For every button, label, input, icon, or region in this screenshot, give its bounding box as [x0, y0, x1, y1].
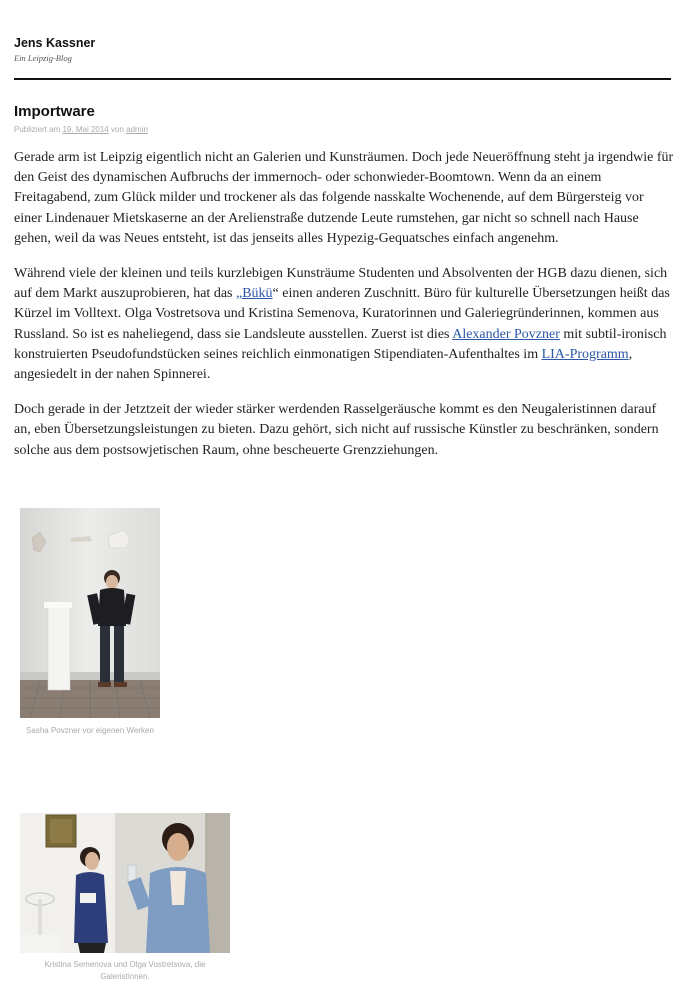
- p2-text-1: Während viele der kleinen und teils kurzlebigen Kunsträume Studenten und Absolventen der HGB dazu dienen, sich auf dem Markt auszuprobieren, hat das: [14, 266, 668, 302]
- post-content: [14, 148, 674, 476]
- post-date-link[interactable]: 19. Mai 2014: [62, 125, 109, 134]
- site-description: Ein Leipzig-Blog: [14, 53, 72, 63]
- paragraph-3: Doch gerade in der Jetztzeit der wieder stärker werdenden Rasselgeräusche kommt es den Neugaleristinnen darauf an, eben Übersetzungsleistungen zu bieten. Dazu gehört, sich nicht auf russische Künstler zu beschränken, sondern solche aus dem postsowjetischen Raum, ohne bescheuerte Grenzziehungen.: [14, 402, 659, 458]
- header-divider: [14, 78, 671, 80]
- post-meta: [14, 125, 148, 134]
- photo-2-caption: Kristina Semenova und Olga Vostretsova, die Galeristinnen.: [44, 960, 206, 981]
- paragraph-2: [14, 264, 674, 385]
- photo-galeristinnen[interactable]: [20, 813, 230, 953]
- lia-programm-link[interactable]: LIA-Programm: [541, 346, 629, 362]
- meta-by: von: [110, 125, 124, 134]
- p2-text-3: mit subtil-ironisch konstruierten Pseudofundstücken seines reichlich einmonatigen Stipendiaten-Aufenthaltes im: [14, 326, 667, 362]
- photo-1-image: [20, 508, 160, 718]
- p2-text-2: “ einen anderen Zuschnitt. Büro für kulturelle Übersetzungen heißt das Kürzel im Volltext. Olga Vostretsova und Kristina Semenova, Kuratorinnen und Galeriegründerinnen, kommen aus Russland. So ist es naheliegend, dass sie Landsleute ausstellen. Zuerst ist dies: [14, 286, 670, 342]
- bueku-link[interactable]: „Bükü: [235, 286, 273, 302]
- photo-2-image: [20, 813, 230, 953]
- author-link[interactable]: admin: [126, 125, 148, 134]
- alexander-povzner-link[interactable]: Alexander Povzner: [452, 326, 560, 342]
- post-title[interactable]: Importware: [14, 103, 95, 120]
- p2-text-4: , angesiedelt in der nahen Spinnerei.: [14, 346, 633, 383]
- site-title[interactable]: Jens Kassner: [14, 36, 96, 50]
- paragraph-1: Gerade arm ist Leipzig eigentlich nicht an Galerien und Kunsträumen. Doch jede Neueröffnung steht ja irgendwie für den Geist des dynamischen Aufbruchs der immernoch- oder schonwieder-Boomtown. Wenn da an einem Freitagabend, zum Glück milder und trockener als das folgende nasskalte Wochenende, auf dem Bürgersteig vor einer Lindenauer Mietskaserne an der Arelienstraße dutzende Leute rumstehen, gar nicht so schnell nach Hause gehen, weil da was Neues entsteht, ist das jenseits alles Hypezig-Gequatsches einfach angenehm.: [14, 150, 674, 246]
- meta-prefix: Publiziert am: [14, 125, 61, 134]
- photo-1-caption: Sasha Povzner vor eigenen Werken: [26, 726, 154, 735]
- photo-sasha-povzner[interactable]: [20, 508, 160, 718]
